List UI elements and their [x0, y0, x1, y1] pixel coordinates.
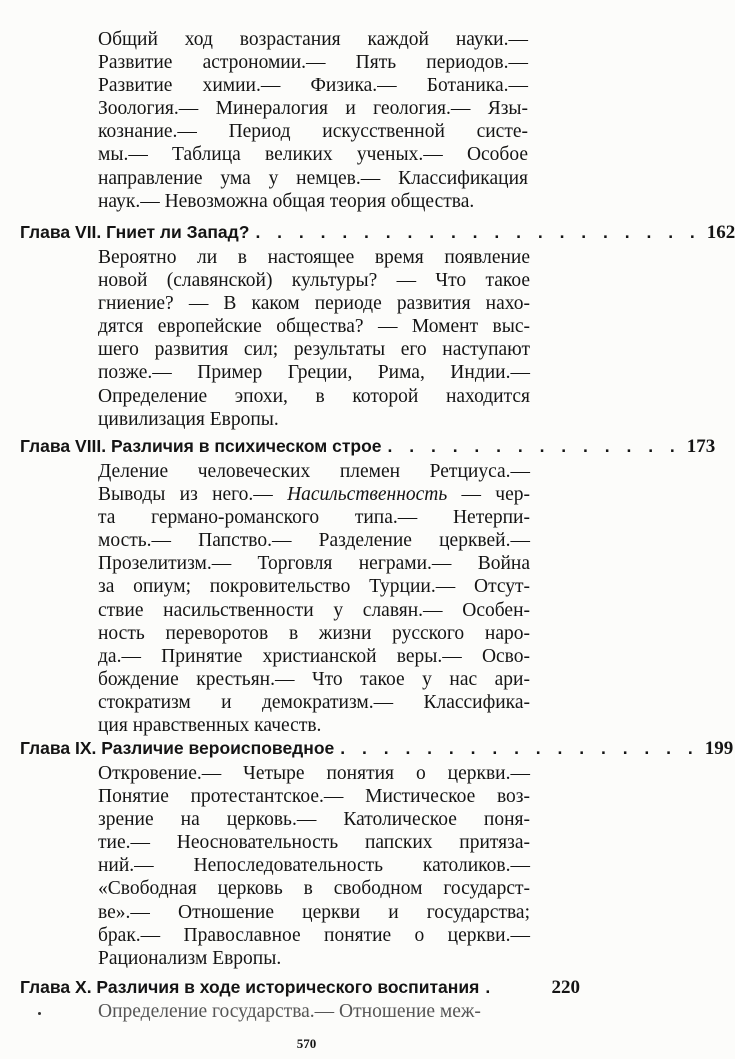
chapter-page-number: 173 [686, 436, 716, 457]
text-line: Зоология.— Минералогия и геология.— Язы- [98, 98, 528, 120]
leader-dots: . . . . . . . . . . . . . . . . . [340, 738, 699, 758]
text-line: мы.— Таблица великих ученых.— Особое [98, 144, 528, 166]
chapter-title: Глава X. Различия в ходе исторического воспитания [20, 977, 480, 997]
leader-dots: . . . . . . . . . . . . . . . . . . . . . [255, 222, 701, 242]
text-line: направление ума у немцев.— Классификация [98, 167, 528, 189]
text-line: Развитие химии.— Физика.— Ботаника.— [98, 75, 528, 97]
text-line: «Свободная церковь в свободном государст- [98, 878, 530, 900]
text-line: мость.— Папство.— Разделение церквей.— [98, 530, 530, 552]
page-number: 570 [296, 1036, 317, 1051]
text-line: цивилизация Европы. [98, 408, 279, 430]
text-line: ствие насильственности у славян.— Особен- [98, 599, 530, 621]
chapter-heading-10 [20, 976, 580, 998]
chapter-summary-8 [98, 460, 530, 737]
chapter-heading-8 [20, 435, 716, 457]
chapter-page-number: 220 [551, 977, 580, 998]
text-line: новой (славянской) культуры? — Что такое [98, 270, 530, 292]
text-line: наук.— Невозможна общая теория общества. [98, 190, 475, 212]
leader-dots: . [485, 977, 497, 997]
chapter-title: Глава IX. Различие вероисповедное [20, 738, 335, 758]
chapter-summary-7 [98, 246, 530, 431]
text-line: Развитие астрономии.— Пять периодов.— [98, 52, 528, 74]
chapter-title: Глава VIII. Различия в психическом строе [20, 436, 382, 456]
text-line: Вероятно ли в настоящее время появление [98, 247, 530, 268]
text-line: шего развития сил; результаты его наступают [98, 339, 530, 361]
chapter-heading-7 [20, 221, 735, 243]
chapter-title: Глава VII. Гниет ли Запад? [20, 222, 250, 242]
text-line: Прозелитизм.— Торговля неграми.— Война [98, 553, 530, 575]
text-line: Определение эпохи, в которой находится [98, 385, 530, 407]
text-line: ция нравственных качеств. [98, 715, 322, 737]
text-line: Деление человеческих племен Ретциуса.— [98, 461, 530, 482]
italic-term: Насильственность [287, 484, 448, 506]
leader-dots: . . . . . . . . . . . . . . [387, 436, 681, 456]
text-line: Определение государства.— Отношение меж- [98, 1001, 481, 1022]
text-line: ность переворотов в жизни русского наро- [98, 622, 530, 644]
text-line: брак.— Православное понятие о церкви.— [98, 924, 530, 946]
text-line: ний.— Непоследовательность католиков.— [98, 855, 530, 877]
text-line: Откровение.— Четыре понятия о церкви.— [98, 763, 530, 784]
print-speck [38, 1012, 41, 1015]
chapter-page-number: 199 [704, 738, 734, 759]
text-line: стократизм и демократизм.— Классифика- [98, 691, 530, 713]
text-line: бождение крестьян.— Что такое у нас ари- [98, 668, 530, 690]
text-line: Рационализм Европы. [98, 947, 282, 969]
text-line-italic: Выводы из него.— Насильственность — чер- [98, 484, 530, 506]
continuation-text [98, 28, 528, 213]
text-line: позже.— Пример Греции, Рима, Индии.— [98, 362, 530, 384]
text-line: зрение на церковь.— Католическое поня- [98, 809, 530, 831]
chapter-summary-10 [98, 1000, 530, 1023]
text-line: дятся европейские общества? — Момент выс- [98, 316, 530, 338]
text-line: кознание.— Период искусственной систе- [98, 121, 528, 143]
chapter-summary-9 [98, 762, 530, 970]
text-line: да.— Принятие христианской веры.— Осво- [98, 645, 530, 667]
text-line: ве».— Отношение церкви и государства; [98, 901, 530, 923]
text-line: тие.— Неосновательность папских притяза- [98, 832, 530, 854]
chapter-heading-9 [20, 737, 734, 759]
text-line: за опиум; покровительство Турции.— Отсут- [98, 576, 530, 598]
text-line: та германо-романского типа.— Нетерпи- [98, 507, 530, 529]
text-line: Общий ход возрастания каждой науки.— [98, 29, 528, 50]
text-line: Понятие протестантское.— Мистическое воз- [98, 786, 530, 808]
chapter-page-number: 162 [706, 222, 735, 243]
text-line: гниение? — В каком периоде развития нахо- [98, 293, 530, 315]
